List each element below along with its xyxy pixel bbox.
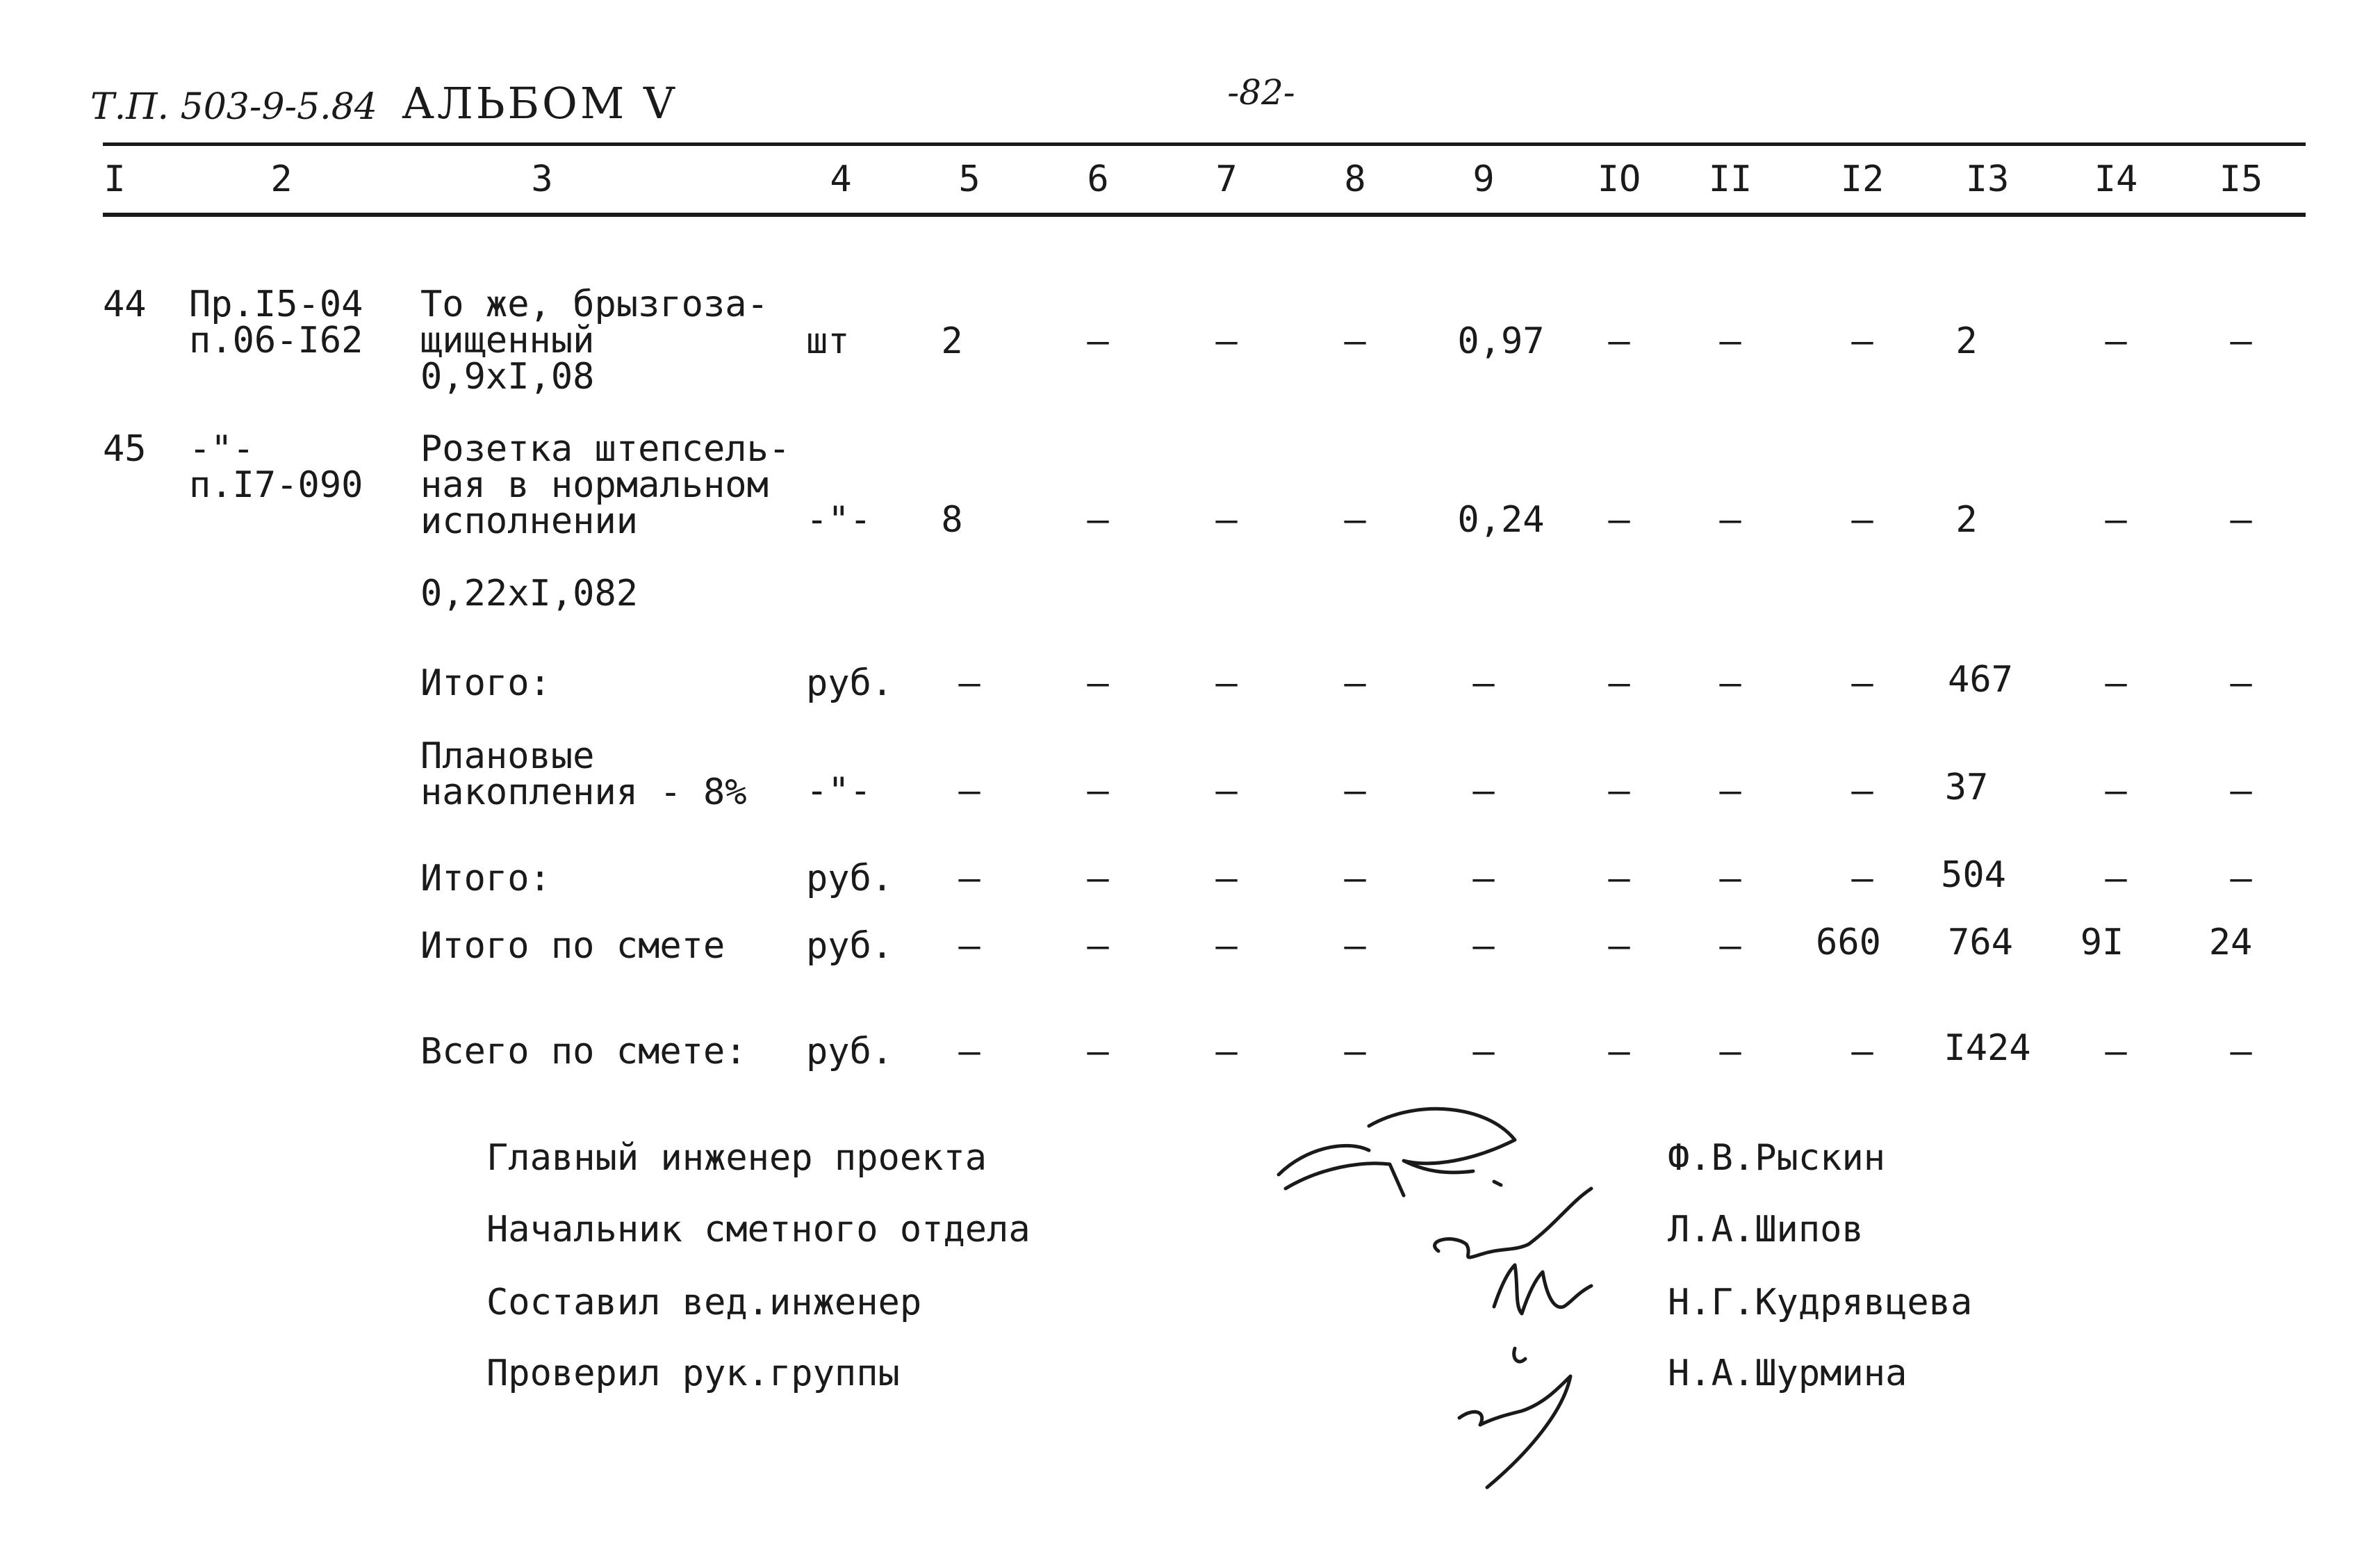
unit: -"- <box>806 499 871 541</box>
cell: – <box>1344 1031 1366 1072</box>
column-header: I <box>104 158 126 200</box>
column-header: 9 <box>1472 158 1495 200</box>
cell: – <box>1344 320 1366 362</box>
cell: – <box>1851 858 1873 899</box>
cell: 467 <box>1948 659 2013 701</box>
signatory-name: Ф.В.Рыскин <box>1668 1137 1886 1179</box>
cell: – <box>1608 1031 1630 1072</box>
cell: – <box>958 858 980 899</box>
cell: – <box>1851 320 1873 362</box>
cell: – <box>2230 662 2252 704</box>
cell: – <box>2230 858 2252 899</box>
cell: 9I <box>2080 922 2124 963</box>
unit: руб. <box>806 925 894 967</box>
cell: – <box>1215 499 1238 541</box>
signatory-role: Составил вед.инженер <box>486 1282 922 1323</box>
cell: 660 <box>1816 922 1881 963</box>
item-dimensions: 0,22xI,082 <box>420 573 639 614</box>
cell: – <box>1087 662 1109 704</box>
cell: – <box>1472 858 1495 899</box>
cell: 504 <box>1941 854 2006 896</box>
cell: – <box>958 1031 980 1072</box>
item-name: То же, брызгоза- щищенный 0,9xI,08 <box>420 284 769 398</box>
cell: – <box>1344 499 1366 541</box>
cell: – <box>958 662 980 704</box>
cell: – <box>1215 662 1238 704</box>
total-label: Всего по смете: <box>420 1031 747 1072</box>
cell: – <box>1608 925 1630 967</box>
unit: шт <box>806 320 850 362</box>
item-name: Розетка штепсель- ная в нормальном исполнении <box>420 428 791 542</box>
cell: I424 <box>1944 1027 2031 1069</box>
unit: руб. <box>806 1031 894 1072</box>
cell: – <box>2105 499 2127 541</box>
item-code: -"- п.I7-090 <box>189 428 363 506</box>
cell: 0,97 <box>1457 320 1545 362</box>
cell: – <box>1087 320 1109 362</box>
cell: – <box>1719 925 1741 967</box>
cell: – <box>1719 662 1741 704</box>
cell: – <box>1608 858 1630 899</box>
cell: – <box>2105 1031 2127 1072</box>
cell: – <box>1719 1031 1741 1072</box>
signature-stroke <box>1514 1348 1525 1362</box>
cell: – <box>2105 770 2127 812</box>
cell: 24 <box>2208 922 2253 963</box>
column-header: 3 <box>531 158 553 200</box>
cell: – <box>1719 770 1741 812</box>
total-label: Итого: <box>420 858 551 899</box>
column-header: 8 <box>1344 158 1366 200</box>
unit: руб. <box>806 858 894 899</box>
signatory-name: Н.А.Шурмина <box>1668 1353 1907 1394</box>
signatory-role: Главный инженер проекта <box>486 1137 987 1179</box>
cell: – <box>1215 320 1238 362</box>
cell: – <box>1472 770 1495 812</box>
column-header: I5 <box>2219 158 2263 200</box>
document-code: Т.П. 503-9-5.84 <box>90 86 377 128</box>
total-label: Итого: <box>420 662 551 704</box>
cell: – <box>1719 320 1741 362</box>
cell: – <box>1608 320 1630 362</box>
cell: 2 <box>1955 320 1978 362</box>
cell: – <box>2230 1031 2252 1072</box>
signatory-role: Проверил рук.группы <box>486 1353 900 1394</box>
cell: – <box>1087 858 1109 899</box>
cell: 0,24 <box>1457 499 1545 541</box>
cell: – <box>1215 770 1238 812</box>
cell: – <box>1851 662 1873 704</box>
column-header: 5 <box>958 158 980 200</box>
column-header: 7 <box>1215 158 1238 200</box>
cell: – <box>1608 770 1630 812</box>
cell: – <box>2105 662 2127 704</box>
cell: – <box>1608 499 1630 541</box>
cell: – <box>1472 925 1495 967</box>
cell: – <box>2230 770 2252 812</box>
cell: – <box>1087 1031 1109 1072</box>
cell: 764 <box>1948 922 2013 963</box>
cell: – <box>1215 1031 1238 1072</box>
cell: – <box>1344 858 1366 899</box>
cell: – <box>2105 320 2127 362</box>
signature-stroke <box>1435 1189 1591 1257</box>
cell: – <box>1087 499 1109 541</box>
column-header: II <box>1708 158 1753 200</box>
cell: 2 <box>1955 499 1978 541</box>
total-label: Итого по смете <box>420 925 725 967</box>
row-number: 45 <box>103 428 147 470</box>
column-header: I2 <box>1840 158 1885 200</box>
unit: -"- <box>806 770 871 812</box>
cell: – <box>958 925 980 967</box>
handwritten-signatures <box>1265 1084 1654 1501</box>
cell: – <box>2230 320 2252 362</box>
total-label: Плановые накопления - 8% <box>420 735 747 813</box>
cell: – <box>958 770 980 812</box>
signatory-name: Л.А.Шипов <box>1668 1209 1864 1250</box>
row-number: 44 <box>103 284 147 325</box>
cell: – <box>1087 925 1109 967</box>
column-header: IO <box>1597 158 1641 200</box>
cell: – <box>1472 1031 1495 1072</box>
column-header: I3 <box>1965 158 2010 200</box>
column-header: 2 <box>270 158 293 200</box>
cell: 2 <box>941 320 963 362</box>
cell: – <box>1215 858 1238 899</box>
signatory-name: Н.Г.Кудрявцева <box>1668 1282 1973 1323</box>
unit: руб. <box>806 662 894 704</box>
cell: – <box>1851 770 1873 812</box>
column-header: 4 <box>830 158 852 200</box>
cell: – <box>1087 770 1109 812</box>
cell: – <box>1344 925 1366 967</box>
cell: – <box>1215 925 1238 967</box>
cell: – <box>1719 858 1741 899</box>
header-top-rule <box>103 142 2306 146</box>
album-title: АЛЬБОМ V <box>402 78 678 129</box>
signature-stroke <box>1459 1376 1570 1487</box>
cell: 8 <box>941 499 963 541</box>
signatory-role: Начальник сметного отдела <box>486 1209 1031 1250</box>
cell: – <box>1851 499 1873 541</box>
page-number: -82- <box>1227 72 1295 113</box>
item-code: Пр.I5-04 п.06-I62 <box>189 284 363 361</box>
header-bottom-rule <box>103 213 2306 217</box>
cell: 37 <box>1944 767 1989 808</box>
cell: – <box>2105 858 2127 899</box>
cell: – <box>1344 770 1366 812</box>
cell: – <box>2230 499 2252 541</box>
cell: – <box>1719 499 1741 541</box>
cell: – <box>1608 662 1630 704</box>
signature-stroke <box>1494 1265 1591 1314</box>
signature-stroke <box>1279 1109 1515 1195</box>
column-header: I4 <box>2094 158 2138 200</box>
column-header: 6 <box>1087 158 1109 200</box>
cell: – <box>1344 662 1366 704</box>
cell: – <box>1472 662 1495 704</box>
cell: – <box>1851 1031 1873 1072</box>
